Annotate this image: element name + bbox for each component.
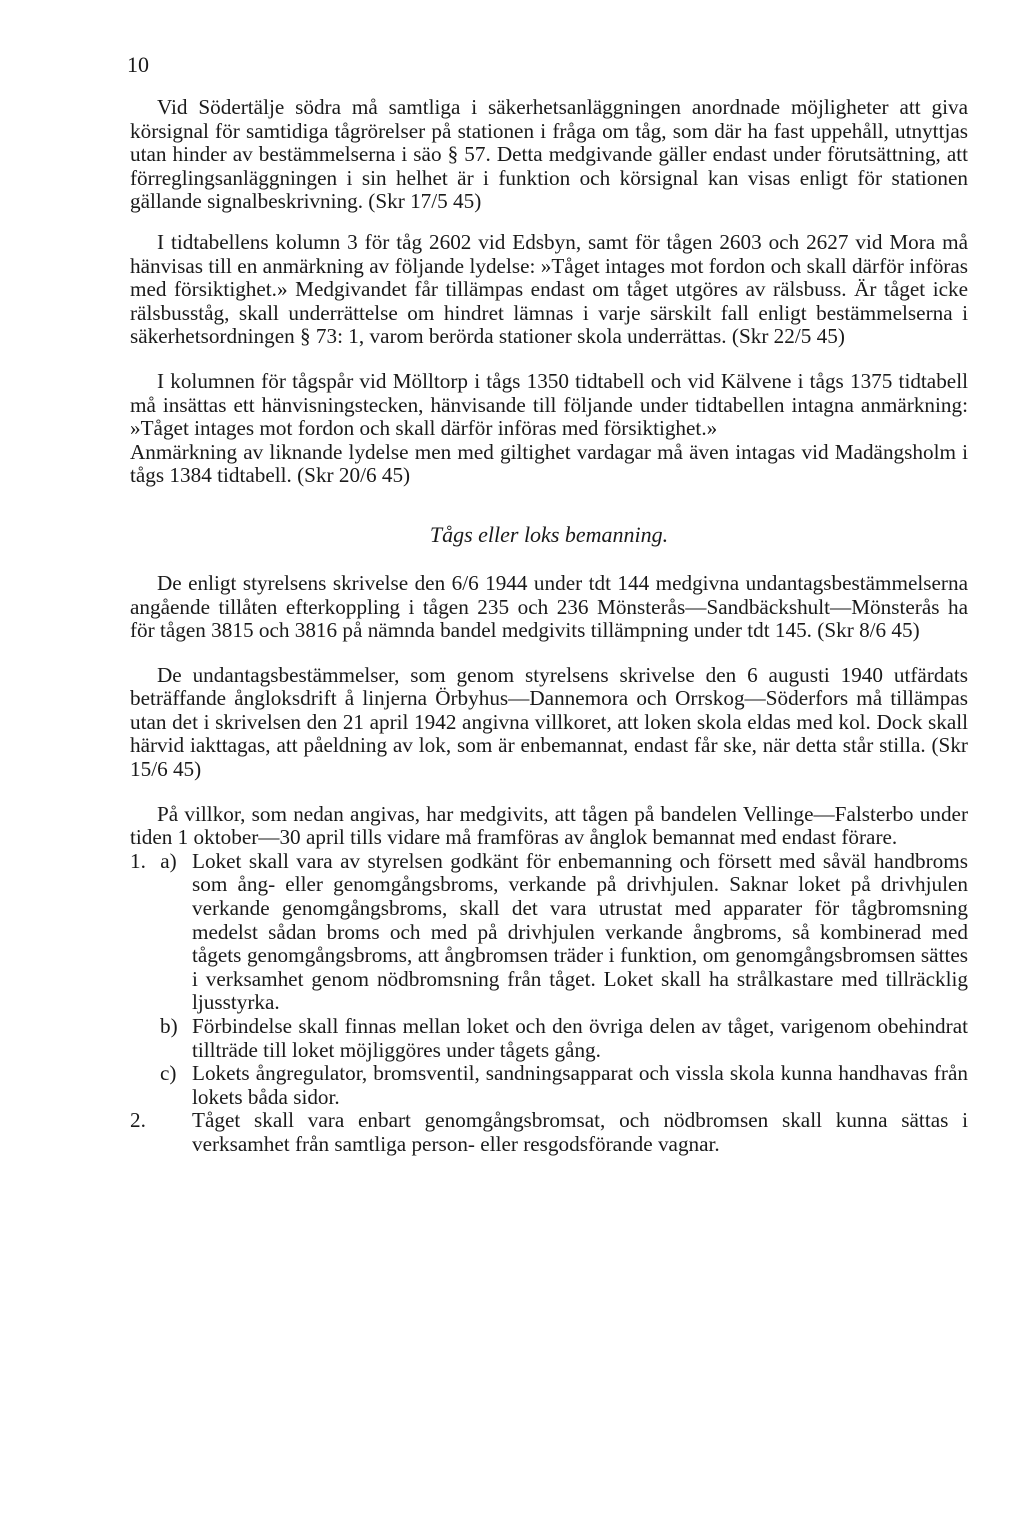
subitem-text: Förbindelse skall finnas mellan loket och den övriga delen av tåget, varigenom obehindrat tillträde till loket möjliggöres under tågets gång. — [192, 1014, 968, 1062]
paragraph-villkor: På villkor, som nedan angivas, har medgivits, att tågen på bandelen Vellinge—Falsterbo under tiden 1 oktober—30 april tills vidare må framföras av ånglok bemannat med endast förare. — [130, 801, 968, 850]
condition-subitem — [130, 1062, 968, 1109]
paragraph-undantag-efterkoppling: De enligt styrelsens skrivelse den 6/6 1944 under tdt 144 medgivna undantagsbestämmelserna angående tillåten efterkoppling i tågen 235 och 236 Mönsterås—Sandbäckshult—Mönsterås ha för tågen 3815 och 3816 på nämnda bandel medgivits tillämpning under tdt 145. (Skr 8/6 45) — [130, 570, 968, 643]
condition-number: 1. — [130, 848, 146, 873]
paragraph-angloksdrift: De undantagsbestämmelser, som genom styrelsens skrivelse den 6 augusti 1940 utfärdats beträffande ångloksdrift å linjerna Örbyhus—Dannemora och Orrskog—Söderfors må tillämpas utan det i skrivelsen den 21 april 1942 angivna villkoret, att loken skola eldas med kol. Dock skall härvid iakttagas, att påeldning av lok, som är enbemannat, endast får ske, när detta står stilla. (Skr 15/6 45) — [130, 662, 968, 782]
page-number: 10 — [127, 52, 149, 77]
subitem-label: a) — [160, 848, 177, 873]
subitem-text: Lokets ångregulator, bromsventil, sandningsapparat och vissla skola kunna handhavas från lokets båda sidor. — [192, 1061, 968, 1109]
paragraph-anmarkning: Anmärkning av liknande lydelse men med giltighet vardagar må även intagas vid Madängsholm i tågs 1384 tidtabell. (Skr 20/6 45) — [130, 439, 968, 488]
paragraph-tidtabell-kolumn: I tidtabellens kolumn 3 för tåg 2602 vid Edsbyn, samt för tågen 2603 och 2627 vid Mora må hänvisas till en anmärkning av följande lydelse: »Tåget intages mot fordon och skall därför införas med försiktighet.» Medgivandet får tillämpas endast om tåget utgöres av rälsbuss. Är tåget icke rälsbusståg, skall underrättelse om hindret lämnas i varje särskilt fall enligt bestämmelserna i säkerhetsordningen § 73: 1, varom berörda stationer skola underrättas. (Skr 22/5 45) — [130, 229, 968, 349]
subitem-label: b) — [160, 1014, 178, 1038]
subitem-text: Loket skall vara av styrelsen godkänt för enbemanning och försett med såväl handbroms som ång- eller genomgångsbroms, verkande på drivhjulen. Saknar loket på drivhjulen verkande genomgångsbroms, skall det vara utrustat med apparater för tågbromsning medelst sådan broms och med på drivhjulen verkande ångbroms, så kombinerad med tågets genomgångsbroms, att ångbromsen träder i funktion, om genomgångsbromsen sättes i verksamhet genom nödbromsning från tåget. Loket skall ha strålkastare med tillräcklig ljusstyrka. — [192, 848, 968, 1015]
paragraph-molltorp: I kolumnen för tågspår vid Mölltorp i tågs 1350 tidtabell och vid Kälvene i tågs 1375 tidtabell må insättas ett hänvisningstecken, hänvisande till följande under tidtabellen intagna anmärkning: »Tåget intages mot fordon och skall därför införas med försiktighet.» — [130, 368, 968, 441]
condition-subitem — [130, 1015, 968, 1062]
paragraph-sodertalje: Vid Södertälje södra må samtliga i säkerhetsanläggningen anordnade möjligheter att giva körsignal för samtidiga tågrörelser på stationen i fråga om tåg, som där ha fast uppehåll, utnyttjas utan hinder av bestämmelserna i säo § 57. Detta medgivande gäller endast under förutsättning, att förreglingsanläggningen i sin helhet är i funktion och körsignal kan visas enligt för stationen gällande signalbeskrivning. (Skr 17/5 45) — [130, 95, 968, 214]
conditions-list — [130, 850, 968, 1157]
condition-item — [130, 850, 968, 1015]
section-heading: Tågs eller loks bemanning. — [429, 521, 669, 547]
page-content — [130, 96, 968, 1157]
condition-text: Tåget skall vara enbart genomgångsbromsat, och nödbromsen skall kunna sättas i verksamhet från samtliga person- eller resgodsförande vagnar. — [192, 1108, 968, 1156]
condition-item — [130, 1109, 968, 1156]
subitem-label: c) — [160, 1061, 177, 1086]
condition-number: 2. — [130, 1108, 146, 1133]
